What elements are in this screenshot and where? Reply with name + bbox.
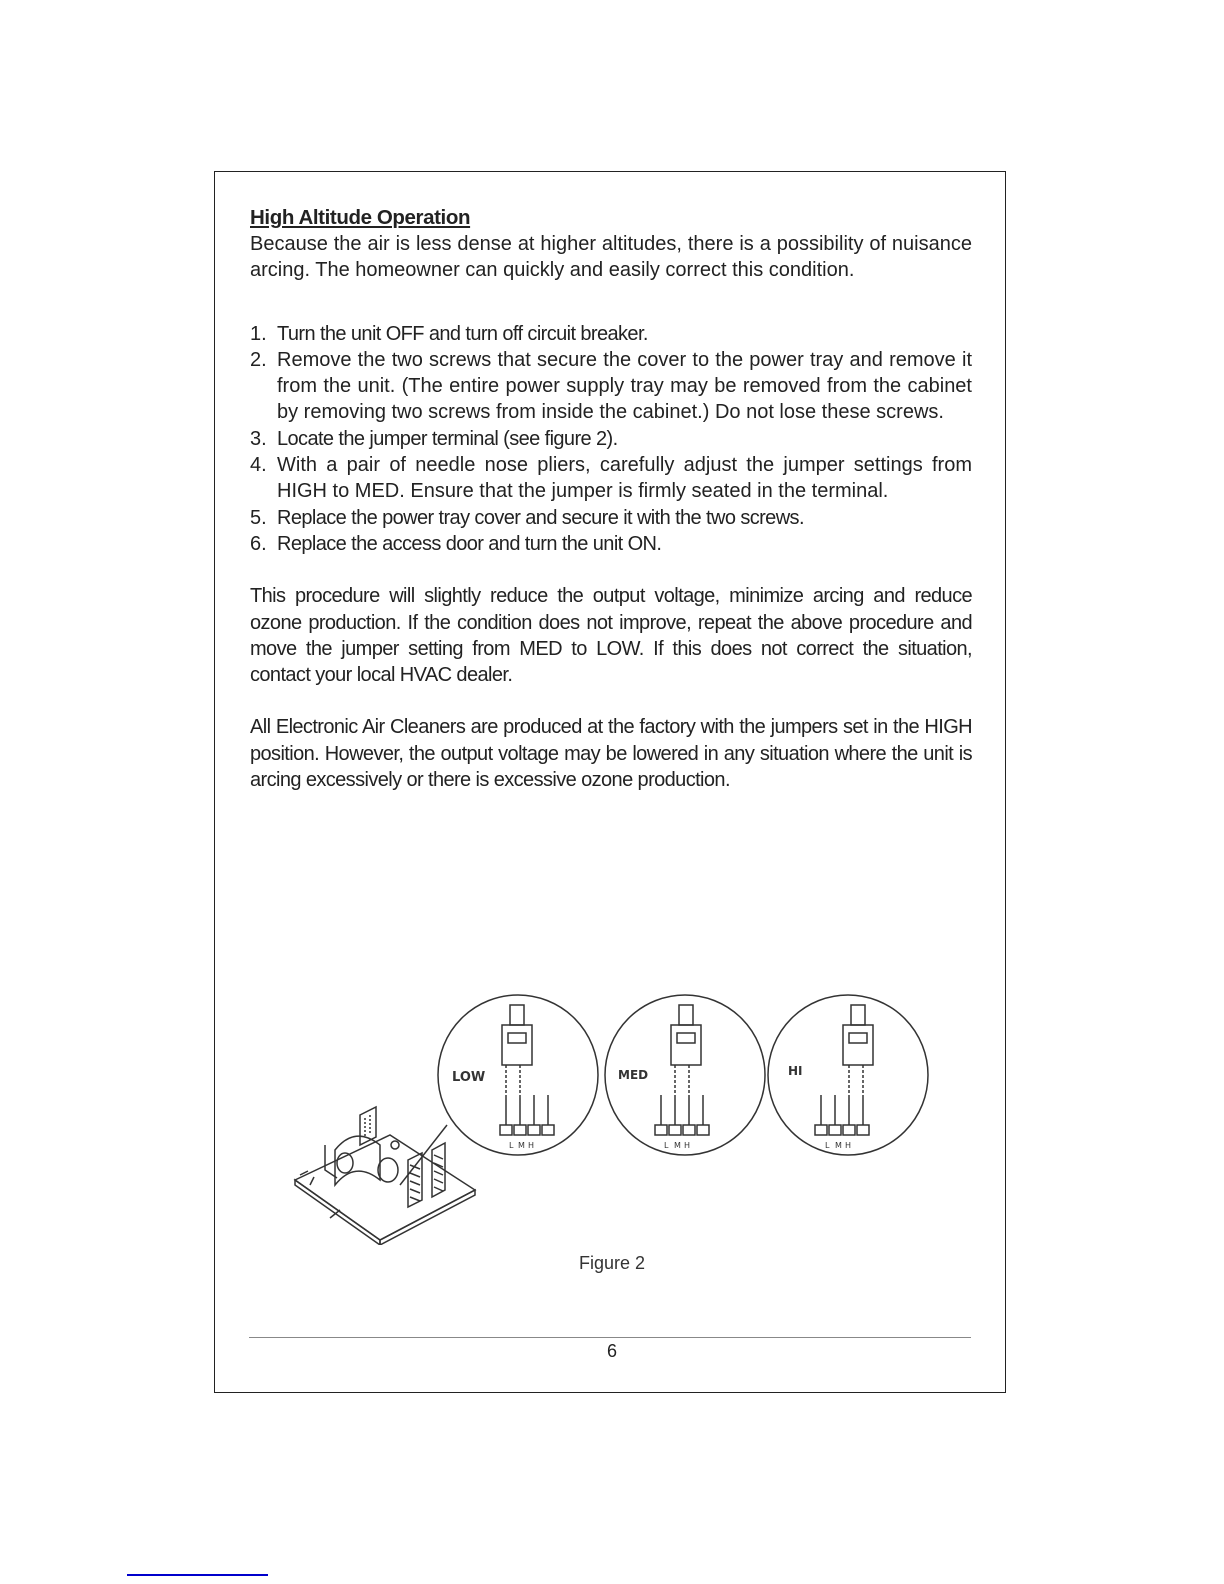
pin-header	[500, 1095, 554, 1135]
section-heading: High Altitude Operation	[250, 206, 471, 229]
step-item	[250, 321, 972, 347]
step-text: Turn the unit OFF and turn off circuit breaker.	[277, 322, 648, 345]
step-text: Remove the two screws that secure the cover to the power tray and remove it from the unit. (The entire power supply tray may be removed from the cabinet by removing two screws from inside the cabinet.) Do not lose these screws.	[277, 348, 972, 424]
page-number: 6	[606, 1341, 617, 1361]
pin-label: H	[845, 1141, 852, 1150]
step-text: Replace the power tray cover and secure it with the two screws.	[277, 506, 804, 529]
step-item	[250, 452, 972, 505]
step-text: Locate the jumper terminal (see figure 2).	[277, 427, 618, 450]
step-number: 1.	[250, 322, 267, 345]
step-item	[250, 505, 972, 531]
procedure-note-paragraph: This procedure will slightly reduce the output voltage, minimize arcing and reduce ozone production. If the condition does not improve, repeat the above procedure and move the jumper setting from MED to LOW. If this does not correct the situation, contact your local HVAC dealer.	[250, 585, 972, 687]
blue-underline-mark	[127, 1574, 268, 1576]
figure-caption: Figure 2	[578, 1253, 646, 1273]
pin-label: L	[825, 1141, 830, 1150]
pin-label: H	[528, 1141, 535, 1150]
page-content	[250, 205, 972, 793]
step-number: 4.	[250, 454, 267, 477]
jumper-plug-icon	[671, 1005, 701, 1095]
inset-med-label: MED	[618, 1068, 649, 1082]
jumper-plug-icon	[502, 1005, 532, 1095]
step-item	[250, 347, 972, 426]
footer-divider	[249, 1337, 971, 1338]
jumper-plug-icon	[843, 1005, 873, 1095]
steps-list	[250, 321, 972, 558]
step-text: Replace the access door and turn the unit ON.	[277, 532, 662, 555]
step-item	[250, 531, 972, 557]
pin-label: M	[518, 1141, 525, 1150]
step-text: With a pair of needle nose pliers, carefully adjust the jumper settings from HIGH to MED. Ensure that the jumper is firmly seated in the terminal.	[277, 454, 972, 503]
figure-jumper-settings	[280, 985, 960, 1245]
pin-label: M	[835, 1141, 842, 1150]
intro-paragraph: Because the air is less dense at higher altitudes, there is a possibility of nuisance arcing. The homeowner can quickly and easily correct this condition.	[250, 233, 972, 282]
inset-hi-label: HI	[788, 1064, 803, 1078]
leader-line	[400, 1125, 447, 1185]
pin-label: M	[674, 1141, 681, 1150]
power-tray-board-illustration	[295, 1107, 475, 1245]
pin-label: H	[684, 1141, 691, 1150]
step-number: 5.	[250, 506, 267, 529]
pin-header	[815, 1095, 869, 1135]
factory-setting-paragraph: All Electronic Air Cleaners are produced at the factory with the jumpers set in the HIGH position. However, the output voltage may be lowered in any situation where the unit is arcing excessively or there is excessive ozone production.	[250, 716, 972, 792]
pin-header	[655, 1095, 709, 1135]
step-number: 6.	[250, 532, 267, 555]
pin-label: L	[509, 1141, 514, 1150]
step-number: 2.	[250, 348, 267, 371]
inset-low-label: LOW	[452, 1070, 486, 1085]
step-number: 3.	[250, 427, 267, 450]
step-item	[250, 426, 972, 452]
pin-label: L	[664, 1141, 669, 1150]
